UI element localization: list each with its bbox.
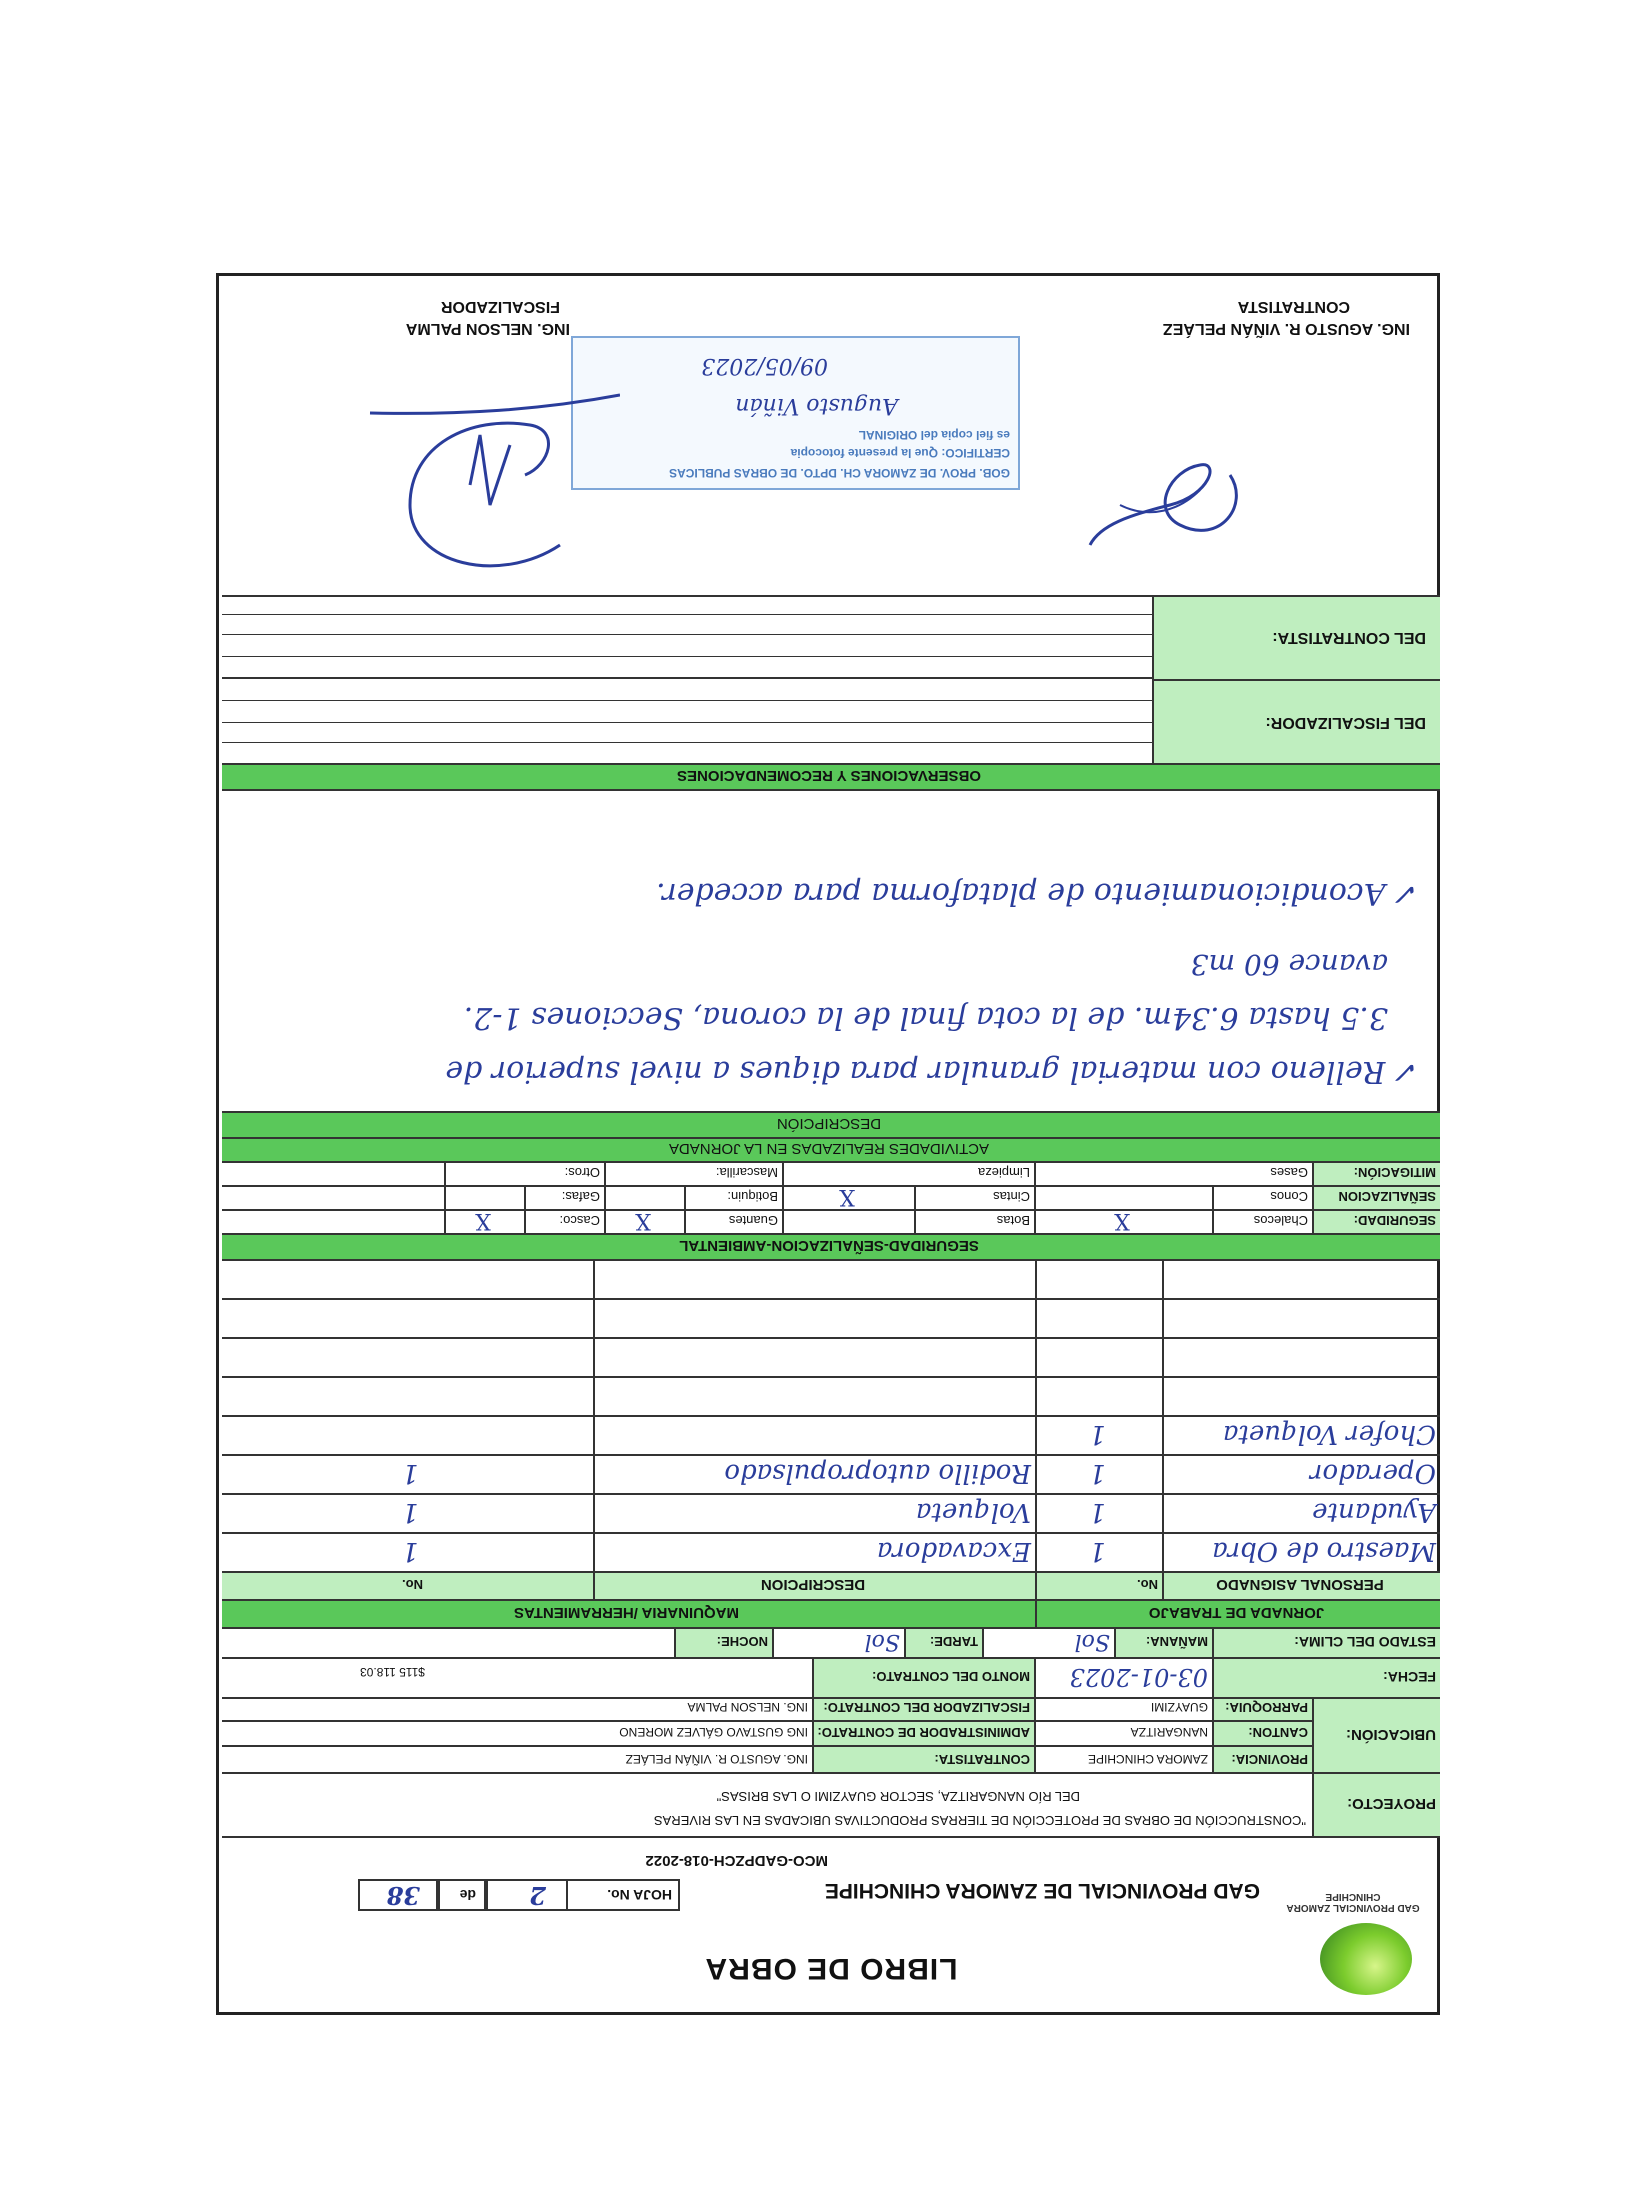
fiscalizador-signature bbox=[360, 375, 620, 585]
parroquia-label: PARROQUIA: bbox=[1212, 1695, 1312, 1720]
jornada-band bbox=[222, 1599, 1440, 1629]
obs-line bbox=[222, 614, 1152, 615]
cintas-check: X bbox=[782, 1185, 914, 1209]
maquinaria-no-cell: 1 bbox=[402, 1536, 419, 1567]
personal-cell bbox=[1162, 1337, 1440, 1376]
maquinaria-no-cell bbox=[222, 1259, 593, 1298]
personal-no-cell: 1 bbox=[1035, 1493, 1162, 1532]
clima-label: ESTADO DEL CLIMA: bbox=[1212, 1627, 1440, 1657]
hoja-value-box bbox=[484, 1879, 568, 1911]
proyecto-line2: DEL RÍO NANGARITZA, SECTOR GUAYZIMI O LAS BRISAS" bbox=[716, 1789, 1080, 1804]
canton-value: NANGARITZA bbox=[1034, 1720, 1212, 1745]
botas-label: Botas bbox=[914, 1209, 1034, 1233]
actividad-line-1: ✓ Relleno con material granular para diques a nivel superior de bbox=[445, 1054, 1420, 1089]
contratista-value: ING. AGUSTO R. VIÑÁN PELÁEZ bbox=[625, 1752, 808, 1767]
table-row bbox=[222, 1298, 1440, 1339]
table-row bbox=[222, 1493, 1440, 1534]
obs-line bbox=[222, 700, 1152, 701]
monto-value: $115 118.03 bbox=[360, 1665, 425, 1679]
seguridad-row bbox=[222, 1209, 1440, 1235]
fiscalizador-role: FISCALIZADOR bbox=[440, 298, 560, 315]
stamp-line-2: CERTIFICO: Que la presente fotocopia bbox=[790, 446, 1010, 460]
maquinaria-cell: Rodillo autopropulsado bbox=[593, 1454, 1035, 1493]
mascarilla-label: Mascarilla: bbox=[604, 1161, 782, 1185]
maquinaria-no-cell: 1 bbox=[402, 1497, 419, 1528]
cintas-label: Cintas bbox=[914, 1185, 1034, 1209]
hoja-label: HOJA No. bbox=[607, 1887, 672, 1903]
actividades-band bbox=[222, 1137, 1440, 1163]
fecha-label: FECHA: bbox=[1212, 1657, 1440, 1697]
jornada-title: JORNADA DE TRABAJO bbox=[1035, 1599, 1440, 1627]
obs-line bbox=[222, 656, 1152, 657]
proyecto-row bbox=[222, 1772, 1440, 1838]
actividades-title: ACTIVIDADES REALIZADAS EN LA JORNADA bbox=[222, 1137, 1440, 1161]
personal-header bbox=[222, 1571, 1440, 1601]
obs-line bbox=[222, 634, 1152, 635]
personal-no-cell bbox=[1035, 1337, 1162, 1376]
botiquin-label: Botiquin: bbox=[684, 1185, 782, 1209]
certification-stamp bbox=[571, 336, 1020, 490]
contratista-signature bbox=[1060, 435, 1260, 565]
table-row bbox=[222, 1376, 1440, 1417]
personal-cell: Chofer Volqueta bbox=[1162, 1415, 1440, 1454]
casco-label: Casco: bbox=[524, 1209, 604, 1233]
seguridad-band bbox=[222, 1233, 1440, 1261]
maquinaria-no-cell bbox=[222, 1298, 593, 1337]
fiscalizador-contrato-label: FISCALIZADOR DEL CONTRATO: bbox=[812, 1695, 1034, 1720]
observaciones-title: OBSERVACIONES Y RECOMENDACIONES bbox=[222, 763, 1440, 789]
header bbox=[222, 1838, 1440, 2015]
ubicacion-row bbox=[222, 1697, 1440, 1774]
fecha-row bbox=[222, 1657, 1440, 1699]
de-value-box bbox=[358, 1879, 440, 1911]
actividad-line-3: avance 60 m3 bbox=[1190, 948, 1388, 981]
maquinaria-no-cell bbox=[222, 1415, 593, 1454]
manana-label: MAÑANA: bbox=[1114, 1627, 1212, 1657]
personal-cell bbox=[1162, 1259, 1440, 1298]
fiscalizador-name: ING. NELSON PALMA bbox=[405, 320, 570, 337]
personal-no-cell: 1 bbox=[1035, 1415, 1162, 1454]
canton-label: CANTON: bbox=[1212, 1720, 1312, 1745]
chalecos-check: X bbox=[1034, 1209, 1212, 1233]
actividades-box bbox=[222, 789, 1440, 1113]
logo-text: GAD PROVINCIAL ZAMORA CHINCHIPE bbox=[1286, 1891, 1420, 1913]
table-row bbox=[222, 1259, 1440, 1300]
table-row bbox=[222, 1337, 1440, 1378]
clima-row bbox=[222, 1627, 1440, 1659]
parroquia-row bbox=[222, 1695, 1312, 1722]
personal-cell: Ayudante bbox=[1162, 1493, 1440, 1532]
contratista-label: CONTRATISTA: bbox=[812, 1747, 1034, 1772]
maquinaria-cell bbox=[593, 1259, 1035, 1298]
maquinaria-cell bbox=[593, 1415, 1035, 1454]
actividad-line-4: ✓ Acondicionamiento de plataforma para acceder. bbox=[656, 876, 1420, 911]
casco-check: X bbox=[444, 1209, 524, 1233]
personal-cell bbox=[1162, 1298, 1440, 1337]
maquinaria-cell: Volqueta bbox=[593, 1493, 1035, 1532]
personal-col-header: PERSONAL ASIGNADO bbox=[1162, 1571, 1440, 1599]
contract-code: MCO-GADPZCH-018-2022 bbox=[645, 1852, 828, 1869]
limpieza-label: Limpieza bbox=[782, 1161, 1034, 1185]
observaciones-band bbox=[222, 763, 1440, 791]
stamp-date: 09/05/2023 bbox=[701, 353, 828, 378]
maquinaria-cell bbox=[593, 1337, 1035, 1376]
conos-label: Conos bbox=[1212, 1185, 1312, 1209]
parroquia-value: GUAYZIMI bbox=[1034, 1695, 1212, 1720]
hoja-label-box bbox=[566, 1879, 680, 1911]
seguridad-title: SEGURIDAD-SEÑALIZACION-AMBIENTAL bbox=[222, 1233, 1440, 1259]
firmas-area bbox=[222, 277, 1440, 597]
provincia-value: ZAMORA CHINCHIPE bbox=[1034, 1747, 1212, 1772]
personal-no-cell bbox=[1035, 1259, 1162, 1298]
hoja-value: 2 bbox=[529, 1881, 546, 1910]
maquinaria-cell bbox=[593, 1376, 1035, 1415]
gases-label: Gases bbox=[1034, 1161, 1312, 1185]
no2-col-header: No. bbox=[222, 1571, 593, 1599]
table-row bbox=[222, 1415, 1440, 1456]
document-sheet bbox=[200, 277, 1440, 2015]
provincia-row bbox=[222, 1747, 1312, 1772]
actividad-line-2: 3.5 hasta 6.34m. de la cota final de la corona, Secciones 1-2. bbox=[463, 1000, 1388, 1035]
gafas-label: Gafas: bbox=[524, 1185, 604, 1209]
descripcion-title: DESCRIPCIÓN bbox=[222, 1111, 1440, 1137]
fecha-value: 03-01-2023 bbox=[1034, 1657, 1212, 1697]
seguridad-label: SEGURIDAD: bbox=[1312, 1209, 1440, 1233]
maquinaria-no-cell bbox=[222, 1337, 593, 1376]
maquinaria-cell bbox=[593, 1298, 1035, 1337]
canton-row bbox=[222, 1720, 1312, 1747]
page-title: LIBRO DE OBRA bbox=[704, 1952, 958, 1985]
contratista-role: CONTRATISTA bbox=[1237, 298, 1350, 315]
otros-label: Otros: bbox=[444, 1161, 604, 1185]
botiquin-check bbox=[604, 1185, 684, 1209]
proyecto-line1: "CONSTRUCCIÓN DE OBRAS DE PROTECCIÓN DE TIERRAS PRODUCTIVAS UBICADAS EN LAS RIVERAS bbox=[653, 1813, 1306, 1828]
admin-label: ADMINISTRADOR DE CONTRATO: bbox=[812, 1720, 1034, 1745]
senalizacion-label: SEÑALIZACION bbox=[1312, 1185, 1440, 1209]
descripcion-col-header: DESCRIPCION bbox=[593, 1571, 1035, 1599]
monto-label: MONTO DEL CONTRATO: bbox=[812, 1657, 1034, 1697]
maquinaria-cell: Excavadora bbox=[593, 1532, 1035, 1571]
personal-no-cell: 1 bbox=[1035, 1454, 1162, 1493]
senalizacion-row bbox=[222, 1185, 1440, 1211]
de-label: de bbox=[459, 1887, 476, 1903]
del-contratista-label: DEL CONTRATISTA: bbox=[1152, 595, 1440, 679]
table-row bbox=[222, 1454, 1440, 1495]
obs-line bbox=[222, 677, 1152, 679]
gafas-check bbox=[444, 1185, 524, 1209]
descripcion-band bbox=[222, 1111, 1440, 1139]
botas-check bbox=[782, 1209, 914, 1233]
mitigacion-label: MITIGACIÓN: bbox=[1312, 1161, 1440, 1185]
proyecto-label: PROYECTO: bbox=[1312, 1772, 1440, 1836]
guantes-label: Guantes bbox=[684, 1209, 782, 1233]
stamp-name: Augusto Viñán bbox=[735, 393, 898, 418]
chalecos-label: Chalecos bbox=[1212, 1209, 1312, 1233]
personal-no-cell: 1 bbox=[1035, 1532, 1162, 1571]
noche-value bbox=[222, 1627, 674, 1657]
tarde-value: Sol bbox=[772, 1627, 904, 1657]
maquinaria-no-cell: 1 bbox=[402, 1458, 419, 1489]
gad-name: GAD PROVINCIAL DE ZAMORA CHINCHIPE bbox=[824, 1879, 1260, 1902]
guantes-check: X bbox=[604, 1209, 684, 1233]
no-col-header: No. bbox=[1035, 1571, 1162, 1599]
contratista-name: ING. AGUSTO R. VIÑÁN PELÁEZ bbox=[1162, 320, 1410, 337]
de-value: 38 bbox=[386, 1881, 420, 1910]
noche-label: NOCHE: bbox=[674, 1627, 772, 1657]
tarde-label: TARDE: bbox=[904, 1627, 982, 1657]
stamp-line-3: es fiel copia del ORIGINAL bbox=[858, 428, 1010, 442]
personal-cell: Maestro de Obra bbox=[1162, 1532, 1440, 1571]
obs-line bbox=[222, 742, 1152, 743]
stamp-line-1: GOB. PROV. DE ZAMORA CH. DPTO. DE OBRAS PUBLICAS bbox=[669, 466, 1010, 480]
personal-cell bbox=[1162, 1376, 1440, 1415]
de-label-box bbox=[436, 1879, 488, 1911]
provincia-label: PROVINCIA: bbox=[1212, 1747, 1312, 1772]
mitigacion-row bbox=[222, 1161, 1440, 1187]
admin-value: ING GUSTAVO GÁLVEZ MORENO bbox=[619, 1725, 808, 1740]
maquinaria-no-cell bbox=[222, 1376, 593, 1415]
manana-value: Sol bbox=[982, 1627, 1114, 1657]
personal-cell: Operador bbox=[1162, 1454, 1440, 1493]
observaciones-box bbox=[222, 595, 1440, 765]
fiscalizador-contrato-value: ING. NELSON PALMA bbox=[687, 1700, 808, 1715]
ubicacion-label: UBICACIÓN: bbox=[1312, 1697, 1440, 1772]
obs-line bbox=[222, 722, 1152, 723]
maquinaria-title: MAQUINARIA /HERRAMIENTAS bbox=[222, 1599, 1035, 1627]
personal-no-cell bbox=[1035, 1298, 1162, 1337]
conos-check bbox=[1034, 1185, 1212, 1209]
table-row bbox=[222, 1532, 1440, 1573]
personal-no-cell bbox=[1035, 1376, 1162, 1415]
del-fiscalizador-label: DEL FISCALIZADOR: bbox=[1152, 679, 1440, 763]
